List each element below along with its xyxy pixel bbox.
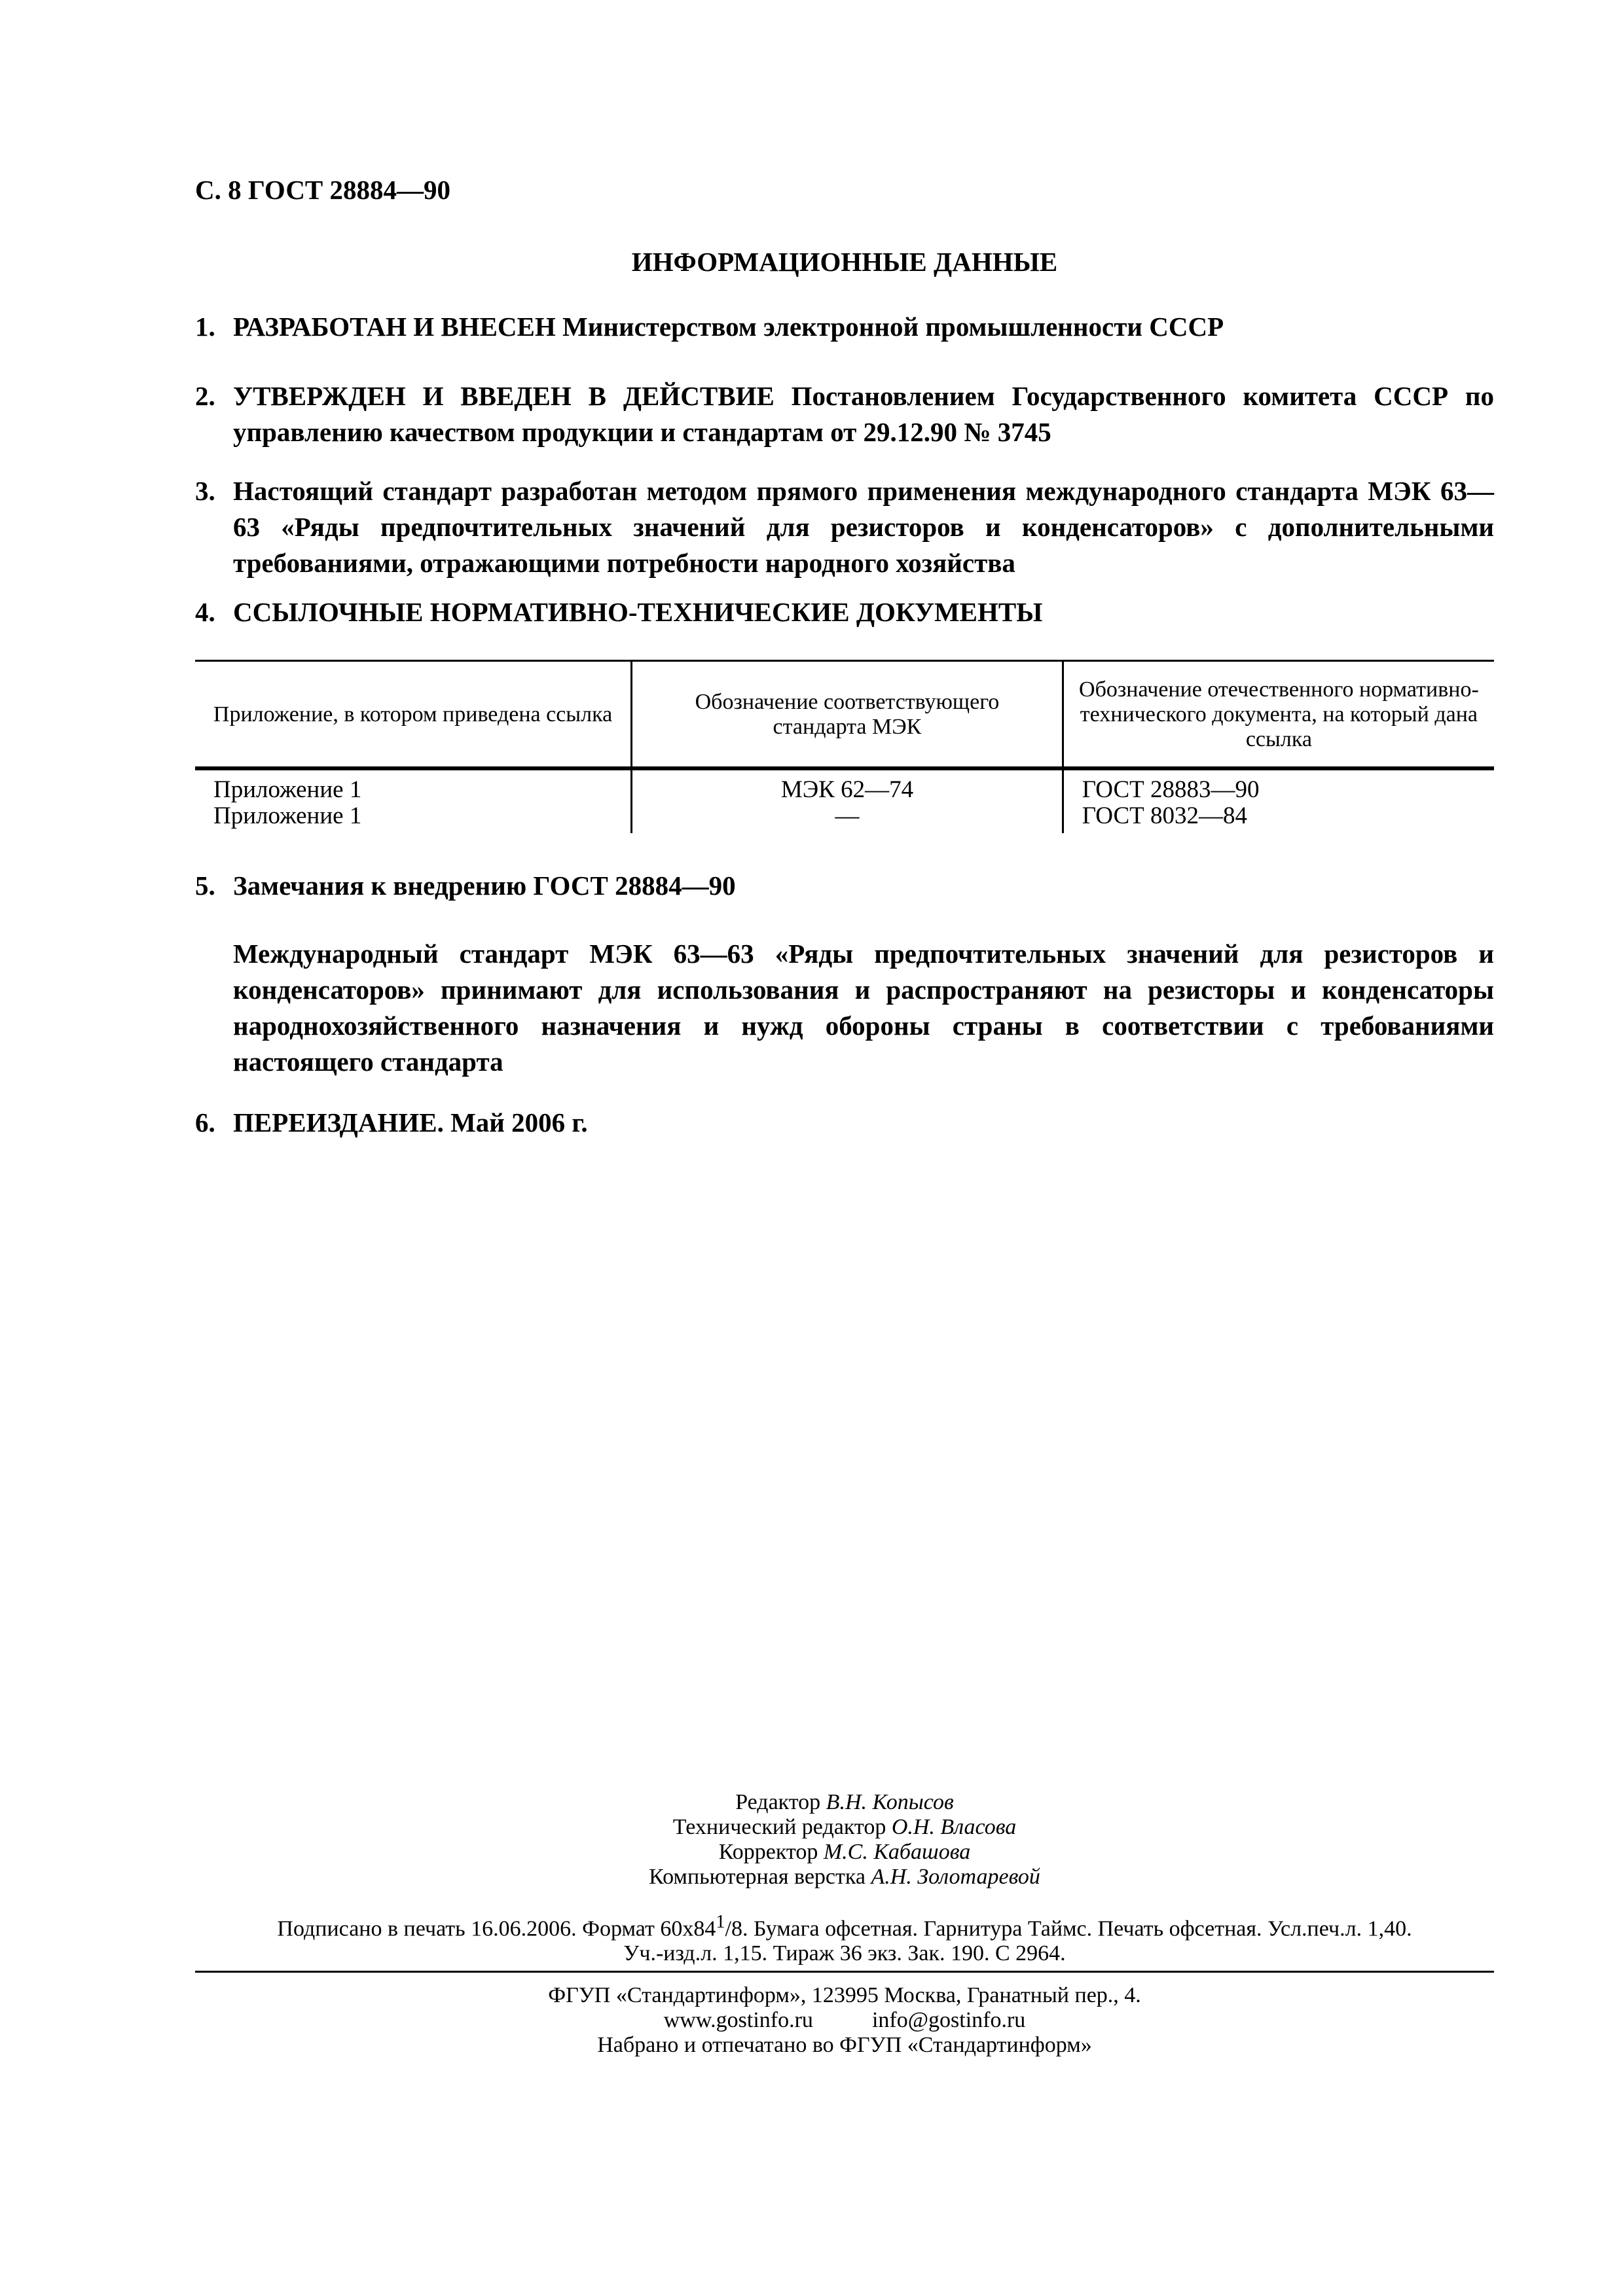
item-number: 3. xyxy=(195,476,215,506)
credit-name: О.Н. Власова xyxy=(891,1815,1017,1839)
item-lead: ССЫЛОЧНЫЕ НОРМАТИВНО-ТЕХНИЧЕСКИЕ ДОКУМЕНТЫ xyxy=(233,597,1043,627)
table-header-row xyxy=(195,661,1494,769)
table-cell xyxy=(1063,768,1494,833)
item-text: Министерством электронной промышленности СССР xyxy=(555,312,1224,342)
credit-role: Корректор xyxy=(718,1840,818,1864)
publisher-block xyxy=(195,1983,1494,2058)
table-cell xyxy=(195,768,632,833)
table-row xyxy=(195,768,1494,833)
item-text: Май 2006 г. xyxy=(443,1107,588,1138)
item-number: 6. xyxy=(195,1107,215,1138)
publisher-printed: Набрано и отпечатано во ФГУП «Стандартинформ» xyxy=(597,2033,1092,2057)
publisher-address: ФГУП «Стандартинформ», 123995 Москва, Гранатный пер., 4. xyxy=(548,1983,1141,2007)
national-standard: ГОСТ 28883—90 xyxy=(1082,776,1260,803)
item-text: Постановлением Государственного комитета СССР по управлению качеством продукции и стандартам от 29.12.90 № 3745 xyxy=(233,381,1494,447)
info-item-3 xyxy=(195,473,1494,581)
credit-line xyxy=(195,1865,1494,1890)
document-title: ИНФОРМАЦИОННЫЕ ДАННЫЕ xyxy=(631,247,1058,277)
item-number: 4. xyxy=(195,597,215,627)
iec-standard: МЭК 62—74 xyxy=(780,776,914,803)
page-header: С. 8 ГОСТ 28884—90 xyxy=(195,175,451,205)
website-link: www.gostinfo.ru xyxy=(663,2008,813,2032)
info-item-4 xyxy=(195,594,1494,630)
reference-documents-table xyxy=(195,660,1494,833)
credit-role: Редактор xyxy=(735,1790,821,1814)
column-header: Обозначение отечественного нормативно-технического документа, на который дана ссылка xyxy=(1063,661,1494,769)
appendix-ref: Приложение 1 xyxy=(213,802,362,829)
info-item-6 xyxy=(195,1105,1494,1141)
info-item-5 xyxy=(195,868,1494,904)
credit-line xyxy=(195,1840,1494,1865)
item-number: 5. xyxy=(195,870,215,901)
printing-info xyxy=(195,1910,1494,1966)
credit-line xyxy=(195,1815,1494,1840)
credits-block xyxy=(195,1790,1494,1890)
info-item-2 xyxy=(195,378,1494,450)
printing-line xyxy=(195,1910,1494,1941)
credit-name: М.С. Кабашова xyxy=(823,1840,971,1864)
item-number: 1. xyxy=(195,312,215,342)
printing-line: Уч.-изд.л. 1,15. Тираж 36 экз. Зак. 190. С 2964. xyxy=(623,1941,1066,1966)
info-item-1 xyxy=(195,309,1494,345)
national-standard: ГОСТ 8032—84 xyxy=(1082,802,1247,829)
item-lead: ПЕРЕИЗДАНИЕ. xyxy=(233,1107,444,1138)
column-header: Приложение, в котором приведена ссылка xyxy=(195,661,632,769)
implementation-note: Международный стандарт МЭК 63—63 «Ряды предпочтительных значений для резисторов и конденсаторов» принимают для использования и распространяют на резисторы и конденсаторы народнохозяйственного назначения и нужд обороны страны в соответствии с требованиями настоящего стандарта xyxy=(233,939,1494,1077)
credit-role: Технический редактор xyxy=(672,1815,886,1839)
credit-name: А.Н. Золотаревой xyxy=(871,1865,1040,1889)
credit-line xyxy=(195,1790,1494,1815)
item-lead: УТВЕРЖДЕН И ВВЕДЕН В ДЕЙСТВИЕ xyxy=(233,381,775,411)
appendix-ref: Приложение 1 xyxy=(213,776,362,803)
column-header: Обозначение соответствующего стандарта МЭК xyxy=(632,661,1063,769)
credit-name: В.Н. Копысов xyxy=(826,1790,954,1814)
item-lead: РАЗРАБОТАН И ВНЕСЕН xyxy=(233,312,556,342)
item-text: Замечания к внедрению ГОСТ 28884—90 xyxy=(233,870,736,901)
printing-text: /8. Бумага офсетная. Гарнитура Таймс. Печать офсетная. Усл.печ.л. 1,40. xyxy=(725,1916,1412,1941)
credit-role: Компьютерная верстка xyxy=(649,1865,866,1889)
publisher-contacts xyxy=(195,2008,1494,2033)
iec-standard: — xyxy=(835,802,860,829)
item-text: Настоящий стандарт разработан методом прямого применения международного стандарта МЭК 63—63 «Ряды предпочтительных значений для резисторов и конденсаторов» с дополнительными требованиями, отражающими потребности народного хозяйства xyxy=(233,476,1494,578)
email-link: info@gostinfo.ru xyxy=(871,2008,1026,2032)
format-superscript: 1 xyxy=(716,1912,725,1932)
printing-text: Подписано в печать 16.06.2006. Формат 60x84 xyxy=(277,1916,716,1941)
table-cell xyxy=(632,768,1063,833)
imprint-divider xyxy=(195,1971,1494,1973)
item-number: 2. xyxy=(195,381,215,411)
